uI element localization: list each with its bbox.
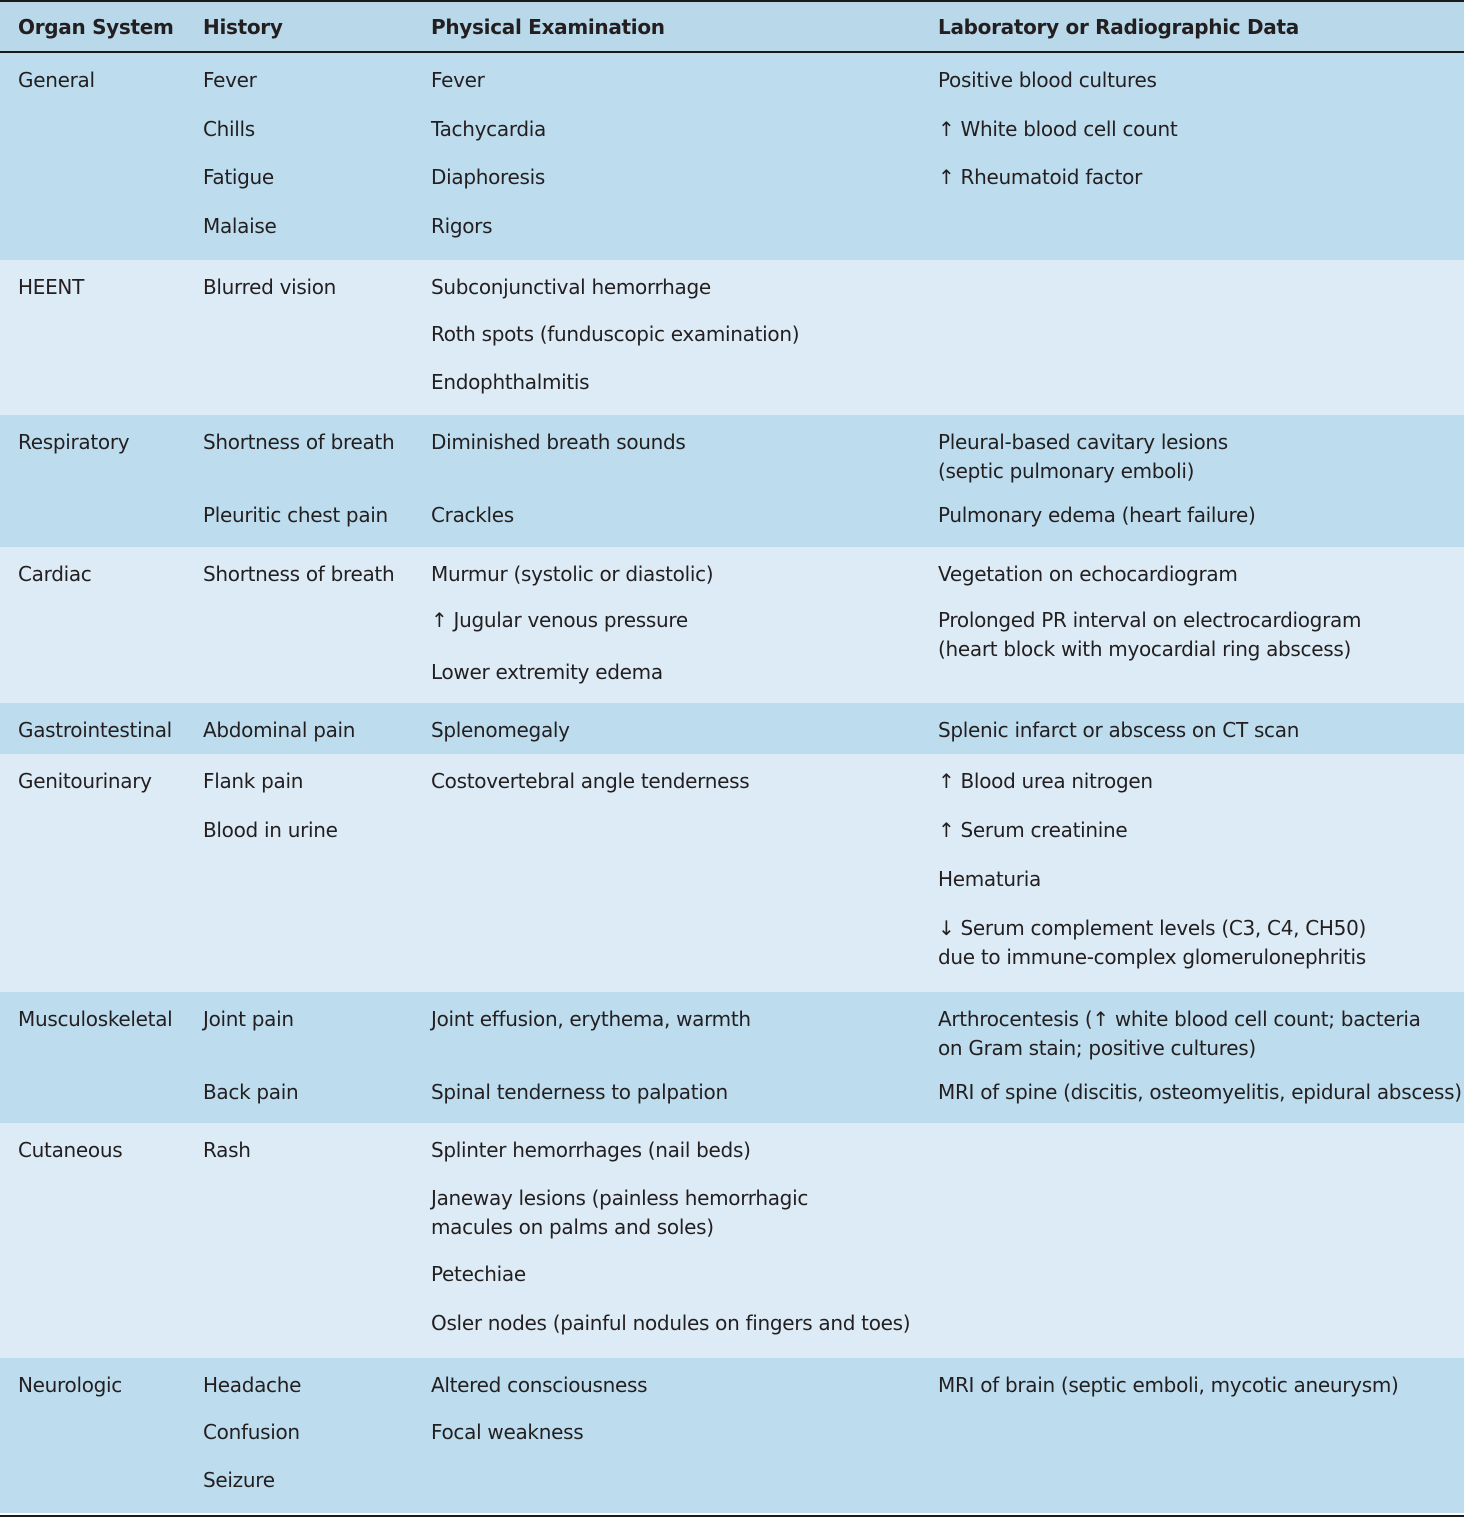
organ-system-cell: Cutaneous (18, 1138, 123, 1162)
history-cell (203, 606, 431, 658)
physical-exam-cell: Subconjunctival hemorrhage (431, 275, 711, 299)
physical-exam-cell: Altered consciousness (431, 1373, 648, 1397)
table-row (0, 501, 1464, 547)
organ-system-cell: Cardiac (18, 562, 92, 586)
organ-system-cell (0, 606, 203, 658)
lab-data-cell (938, 1260, 1464, 1309)
history-cell (203, 1184, 431, 1260)
table-row (0, 1005, 1464, 1078)
table-row (0, 1371, 1464, 1418)
history-cell: Headache (203, 1373, 302, 1397)
organ-system-cell: Gastrointestinal (18, 718, 172, 742)
physical-exam-cell: Tachycardia (431, 116, 547, 141)
history-cell: Pleuritic chest pain (203, 502, 388, 527)
table-row-group (0, 703, 1464, 754)
lab-data-cell: Arthrocentesis (↑ white blood cell count; bacteria on Gram stain; positive cultures) (938, 1007, 1421, 1060)
physical-exam-cell: Diminished breath sounds (431, 430, 686, 454)
table-row (0, 66, 1464, 115)
header-physical-examination: Physical Examination (431, 14, 665, 39)
table-row (0, 816, 1464, 865)
table-row-group (0, 53, 1464, 260)
organ-system-cell (0, 865, 203, 914)
history-cell (203, 368, 431, 415)
physical-exam-cell: Crackles (431, 502, 514, 527)
organ-system-cell (0, 212, 203, 260)
header-history: History (203, 14, 283, 39)
lab-data-cell (938, 1136, 1464, 1184)
physical-exam-cell (431, 1466, 938, 1513)
organ-system-cell: General (18, 68, 95, 92)
table-row (0, 368, 1464, 415)
lab-data-cell: ↑ Blood urea nitrogen (938, 769, 1153, 793)
table-row (0, 716, 1464, 754)
history-cell: Confusion (203, 1420, 300, 1445)
organ-system-cell (0, 1466, 203, 1513)
organ-system-cell (0, 1078, 203, 1123)
history-cell (203, 914, 431, 992)
lab-data-cell: MRI of brain (septic emboli, mycotic aneurysm) (938, 1373, 1399, 1397)
physical-exam-cell: Spinal tenderness to palpation (431, 1079, 728, 1104)
history-cell: Malaise (203, 214, 277, 239)
history-cell (203, 865, 431, 914)
history-cell: Back pain (203, 1079, 299, 1104)
physical-exam-cell: Splinter hemorrhages (nail beds) (431, 1138, 751, 1162)
table-row (0, 1184, 1464, 1260)
table-row (0, 767, 1464, 816)
physical-exam-cell: Fever (431, 68, 485, 92)
lab-data-cell (938, 368, 1464, 415)
table-row (0, 1466, 1464, 1513)
table-row-group (0, 992, 1464, 1123)
history-cell: Flank pain (203, 769, 304, 793)
table-row-group (0, 1358, 1464, 1513)
lab-data-cell (938, 1184, 1464, 1260)
lab-data-cell (938, 320, 1464, 367)
physical-exam-cell: Diaphoresis (431, 165, 546, 190)
header-lab-data: Laboratory or Radiographic Data (938, 14, 1299, 39)
table-row (0, 115, 1464, 164)
organ-system-cell (0, 816, 203, 865)
organ-system-cell (0, 1418, 203, 1465)
table-row (0, 914, 1464, 992)
lab-data-cell: MRI of spine (discitis, osteomyelitis, epidural abscess) (938, 1079, 1462, 1104)
physical-exam-cell (431, 816, 938, 865)
table-header-row (0, 0, 1464, 53)
table-row-group (0, 754, 1464, 992)
history-cell: Rash (203, 1138, 251, 1162)
table-row-group (0, 415, 1464, 547)
lab-data-cell: Prolonged PR interval on electrocardiogram (heart block with myocardial ring abscess) (938, 607, 1362, 661)
table-row (0, 560, 1464, 606)
organ-system-cell (0, 1184, 203, 1260)
physical-exam-cell: Splenomegaly (431, 718, 570, 742)
history-cell: Blood in urine (203, 818, 338, 843)
physical-exam-cell (431, 914, 938, 992)
physical-exam-cell: Costovertebral angle tenderness (431, 769, 750, 793)
physical-exam-cell: Janeway lesions (painless hemorrhagic macules on palms and soles) (431, 1186, 809, 1240)
table-row (0, 1309, 1464, 1358)
history-cell: Joint pain (203, 1007, 294, 1031)
lab-data-cell (938, 212, 1464, 260)
history-cell: Shortness of breath (203, 562, 395, 586)
physical-exam-cell: Joint effusion, erythema, warmth (431, 1007, 751, 1031)
lab-data-cell: ↓ Serum complement levels (C3, C4, CH50) due to immune-complex glomerulonephritis (938, 916, 1366, 970)
table-row (0, 1136, 1464, 1184)
history-cell: Chills (203, 116, 255, 141)
history-cell (203, 1260, 431, 1309)
lab-data-cell: Pulmonary edema (heart failure) (938, 502, 1256, 527)
physical-exam-cell: Roth spots (funduscopic examination) (431, 322, 800, 347)
organ-system-cell: Musculoskeletal (18, 1007, 173, 1031)
table-row (0, 273, 1464, 320)
organ-system-cell (0, 501, 203, 547)
table-row (0, 1260, 1464, 1309)
table-row (0, 428, 1464, 501)
lab-data-cell (938, 658, 1464, 703)
organ-system-cell (0, 914, 203, 992)
table-row (0, 320, 1464, 367)
lab-data-cell: Positive blood cultures (938, 68, 1157, 92)
table-row-group (0, 260, 1464, 415)
table-row (0, 658, 1464, 703)
table-body (0, 53, 1464, 1513)
table-row (0, 1418, 1464, 1465)
organ-system-cell (0, 1309, 203, 1358)
organ-system-cell (0, 1260, 203, 1309)
physical-exam-cell: Focal weakness (431, 1420, 584, 1445)
history-cell (203, 320, 431, 367)
lab-data-cell: Hematuria (938, 867, 1041, 892)
physical-exam-cell: Rigors (431, 214, 493, 239)
physical-exam-cell: Osler nodes (painful nodules on fingers and toes) (431, 1310, 911, 1335)
table-row (0, 606, 1464, 661)
physical-exam-cell: Murmur (systolic or diastolic) (431, 562, 714, 586)
history-cell: Shortness of breath (203, 430, 395, 454)
header-organ-system: Organ System (18, 14, 174, 39)
table-row (0, 865, 1464, 914)
lab-data-cell: Splenic infarct or abscess on CT scan (938, 718, 1300, 742)
lab-data-cell: ↑ White blood cell count (938, 116, 1178, 141)
history-cell: Fever (203, 68, 257, 92)
table-row-group (0, 547, 1464, 703)
history-cell: Blurred vision (203, 275, 337, 299)
organ-system-cell: Respiratory (18, 430, 130, 454)
organ-system-cell (0, 320, 203, 367)
lab-data-cell (938, 1309, 1464, 1358)
organ-system-cell: Genitourinary (18, 769, 152, 793)
table-row (0, 163, 1464, 212)
table-row-group (0, 1123, 1464, 1358)
organ-system-cell (0, 658, 203, 703)
history-cell (203, 1309, 431, 1358)
organ-system-cell: HEENT (18, 275, 84, 299)
organ-system-cell: Neurologic (18, 1373, 123, 1397)
lab-data-cell: ↑ Serum creatinine (938, 818, 1128, 843)
organ-system-cell (0, 163, 203, 212)
organ-system-cell (0, 115, 203, 164)
history-cell: Seizure (203, 1467, 275, 1492)
physical-exam-cell: ↑ Jugular venous pressure (431, 607, 688, 632)
table-row (0, 1078, 1464, 1123)
physical-exam-cell: Lower extremity edema (431, 659, 663, 684)
lab-data-cell: Pleural-based cavitary lesions (septic pulmonary emboli) (938, 430, 1228, 483)
lab-data-cell: Vegetation on echocardiogram (938, 562, 1238, 586)
organ-system-cell (0, 368, 203, 415)
physical-exam-cell: Petechiae (431, 1261, 526, 1286)
history-cell: Abdominal pain (203, 718, 356, 742)
physical-exam-cell: Endophthalmitis (431, 369, 590, 394)
table-row (0, 212, 1464, 260)
physical-exam-cell (431, 865, 938, 914)
history-cell: Fatigue (203, 165, 274, 190)
history-cell (203, 658, 431, 703)
lab-data-cell (938, 273, 1464, 320)
lab-data-cell: ↑ Rheumatoid factor (938, 165, 1142, 190)
lab-data-cell (938, 1466, 1464, 1513)
lab-data-cell (938, 1418, 1464, 1465)
